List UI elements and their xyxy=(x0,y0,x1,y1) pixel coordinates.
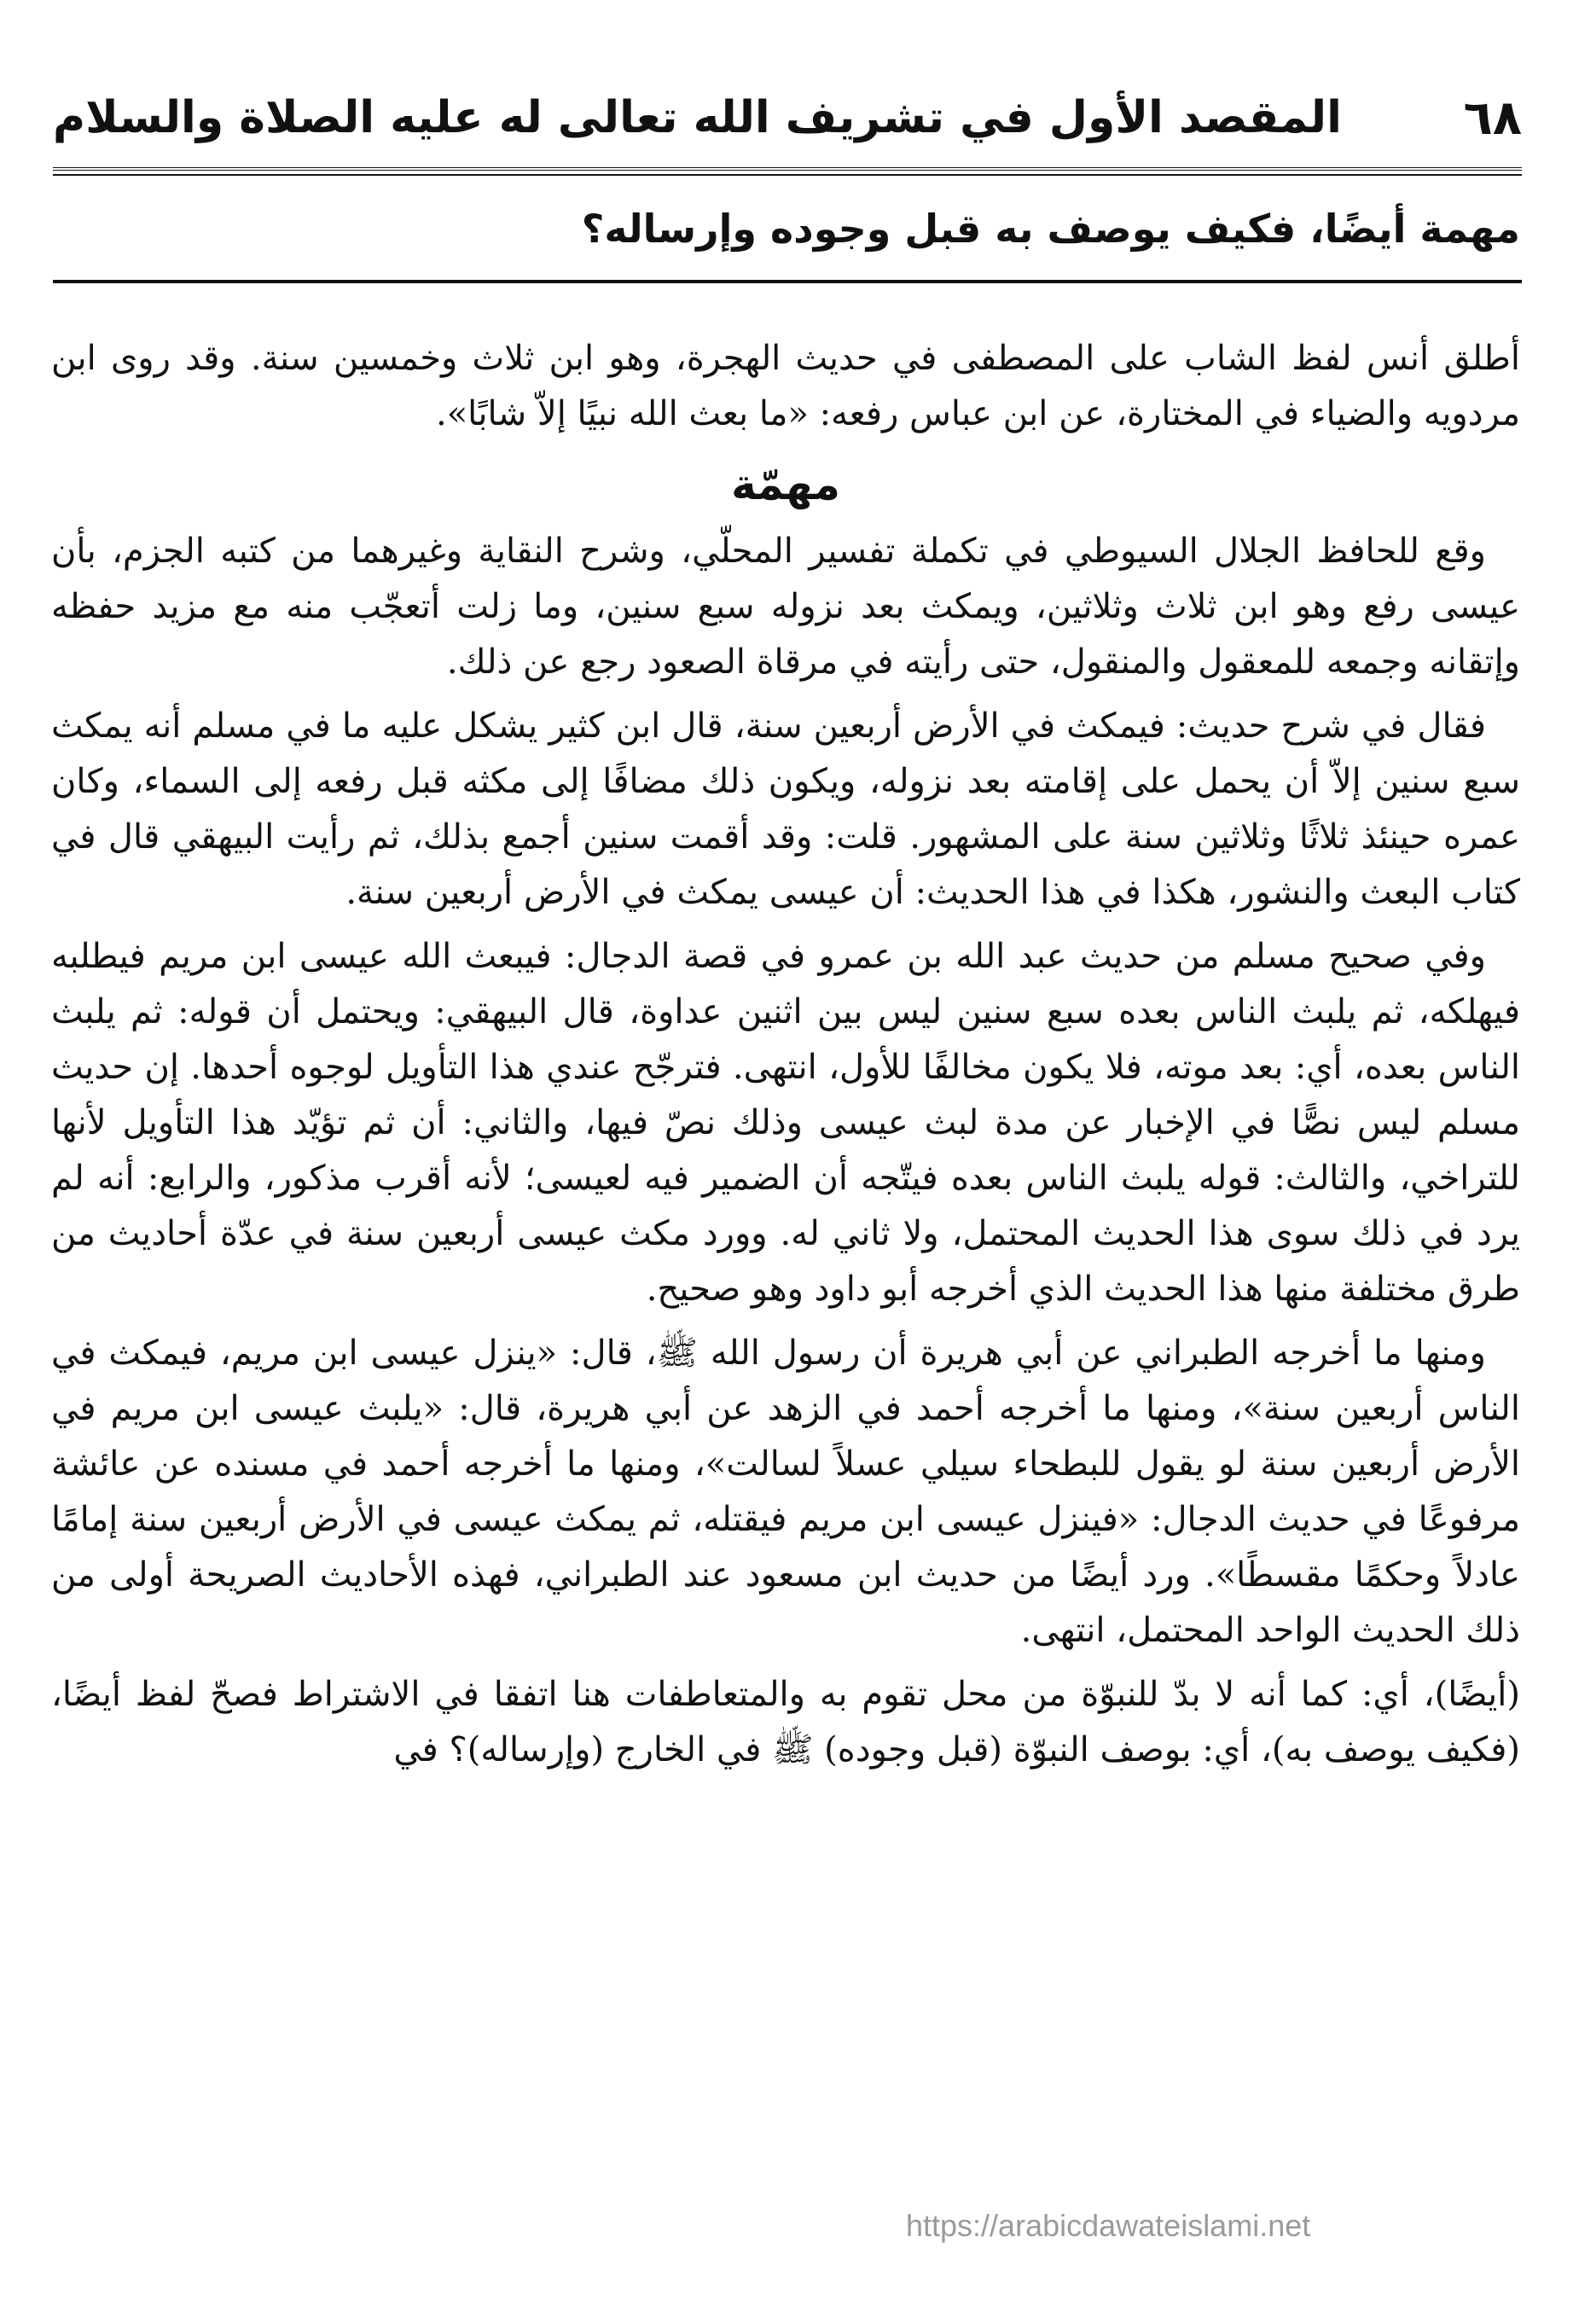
matn-rule xyxy=(53,280,1522,283)
source-watermark: https://arabicdawateislami.net xyxy=(906,2208,1311,2243)
commentary-body xyxy=(51,331,1520,1787)
paragraph: أطلق أنس لفظ الشاب على المصطفى في حديث الهجرة، وهو ابن ثلاث وخمسين سنة. وقد روى ابن مردويه والضياء في المختارة، عن ابن عباس رفعه: «ما بعث الله نبيًا إلاّ شابًا». xyxy=(51,339,1520,433)
section-heading: مهمّة xyxy=(731,460,840,509)
paragraph: وقع للحافظ الجلال السيوطي في تكملة تفسير المحلّي، وشرح النقاية وغيرهما من كتبه الجزم، بأن عيسى رفع وهو ابن ثلاث وثلاثين، ويمكث بعد نزوله سبع سنين، وما زلت أتعجّب منه مع مزيد حفظه وإتقانه وجمعه للمعقول والمنقول، حتى رأيته في مرقاة الصعود رجع عن ذلك. xyxy=(51,532,1520,682)
paragraph: وفي صحيح مسلم من حديث عبد الله بن عمرو في قصة الدجال: فيبعث الله عيسى ابن مريم فيطلبه فيهلكه، ثم يلبث الناس بعده سبع سنين ليس بين اثنين عداوة، قال البيهقي: ويحتمل أن قوله: ثم يلبث الناس بعده، أي: بعد موته، فلا يكون مخالفًا للأول، انتهى. فترجّح عندي هذا التأويل لوجوه أحدها. إن حديث مسلم ليس نصًّا في الإخبار عن مدة لبث عيسى وذلك نصّ فيها، والثاني: أن ثم تؤيّد هذا التأويل لأنها للتراخي، والثالث: قوله يلبث الناس بعده فيتّجه أن الضمير فيه لعيسى؛ لأنه أقرب مذكور، والرابع: أنه لم يرد في ذلك سوى هذا الحديث المحتمل، ولا ثاني له. وورد مكث عيسى أربعين سنة في عدّة أحاديث من طرق مختلفة منها هذا الحديث الذي أخرجه أبو داود وهو صحيح. xyxy=(51,937,1521,1309)
paragraph: (أيضًا)، أي: كما أنه لا بدّ للنبوّة من محل تقوم به والمتعاطفات هنا اتفقا في الاشتراط فصحّ لفظ أيضًا، (فكيف يوصف به)، أي: بوصف النبوّة (قبل وجوده) ﷺ في الخارج (وإرساله)؟ في xyxy=(51,1675,1521,1769)
matn-line: مهمة أيضًا، فكيف يوصف به قبل وجوده وإرساله؟ xyxy=(581,206,1520,252)
page-number: ٦٨ xyxy=(1463,90,1522,146)
running-header xyxy=(53,75,1522,160)
chapter-title: المقصد الأول في تشريف الله تعالى له عليه الصلاة والسلام xyxy=(53,92,1342,143)
paragraph: فقال في شرح حديث: فيمكث في الأرض أربعين سنة، قال ابن كثير يشكل عليه ما في مسلم أنه يمكث سبع سنين إلاّ أن يحمل على إقامته بعد نزوله، ويكون ذلك مضافًا إلى مكثه قبل رفعه إلى السماء، وكان عمره حينئذ ثلاثًا وثلاثين سنة على المشهور. قلت: وقد أقمت سنين أجمع بذلك، ثم رأيت البيهقي قال في كتاب البعث والنشور، هكذا في هذا الحديث: أن عيسى يمكث في الأرض أربعين سنة. xyxy=(51,706,1520,912)
paragraph: ومنها ما أخرجه الطبراني عن أبي هريرة أن رسول الله ﷺ، قال: «ينزل عيسى ابن مريم، فيمكث في الناس أربعين سنة»، ومنها ما أخرجه أحمد في الزهد عن أبي هريرة، قال: «يلبث عيسى ابن مريم في الأرض أربعين سنة لو يقول للبطحاء سيلي عسلاً لسالت»، ومنها ما أخرجه أحمد في مسنده عن عائشة مرفوعًا في حديث الدجال: «فينزل عيسى ابن مريم فيقتله، ثم يمكث عيسى في الأرض أربعين سنة إمامًا عادلاً وحكمًا مقسطًا». ورد أيضًا من حديث ابن مسعود عند الطبراني، فهذه الأحاديث الصريحة أولى من ذلك الحديث الواحد المحتمل، انتهى. xyxy=(51,1333,1520,1650)
header-rule xyxy=(53,167,1522,176)
